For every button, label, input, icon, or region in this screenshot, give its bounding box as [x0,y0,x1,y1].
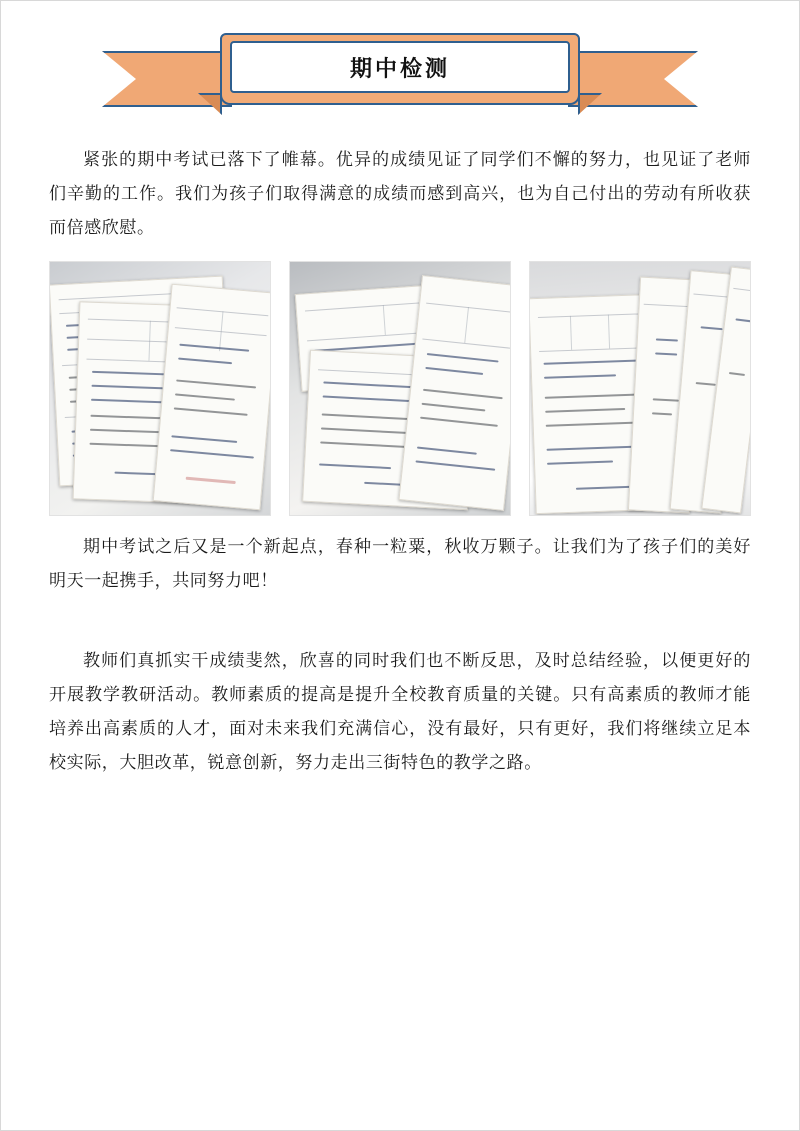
paragraph-3: 教师们真抓实干成绩斐然，欣喜的同时我们也不断反思，及时总结经验，以便更好的开展教学教研活动。教师素质的提高是提升全校教育质量的关键。只有高素质的教师才能培养出高素质的人才，面对未来我们充满信心，没有最好，只有更好，我们将继续立足本校实际，大胆改革，锐意创新，努力走出三街特色的教学之路。 [49,651,751,772]
exam-analysis-sheets-photo-3 [529,261,751,516]
page-blank-area [49,786,751,1086]
banner-plate [220,33,580,105]
paragraph-block-3 [49,644,751,780]
banner-inner-plate [230,41,570,93]
page-title: 期中检测 [349,55,450,81]
exam-analysis-sheets-photo-2 [289,261,511,516]
exam-analysis-sheets-photo-1 [49,261,271,516]
ribbon-banner [220,33,580,105]
paragraph-block-2 [49,530,751,598]
paragraph-block-1 [49,143,751,245]
document-content [1,143,799,1086]
paragraph-2: 期中考试之后又是一个新起点，春种一粒粟，秋收万颗子。让我们为了孩子们的美好明天一起携手，共同努力吧！ [49,537,751,590]
paper-sheet [153,284,271,511]
photo-gallery [49,261,751,516]
paragraph-spacer [49,604,751,644]
banner-header [1,33,799,143]
paragraph-1: 紧张的期中考试已落下了帷幕。优异的成绩见证了同学们不懈的努力，也见证了老师们辛勤的工作。我们为孩子们取得满意的成绩而感到高兴，也为自己付出的劳动有所收获而倍感欣慰。 [49,150,751,237]
